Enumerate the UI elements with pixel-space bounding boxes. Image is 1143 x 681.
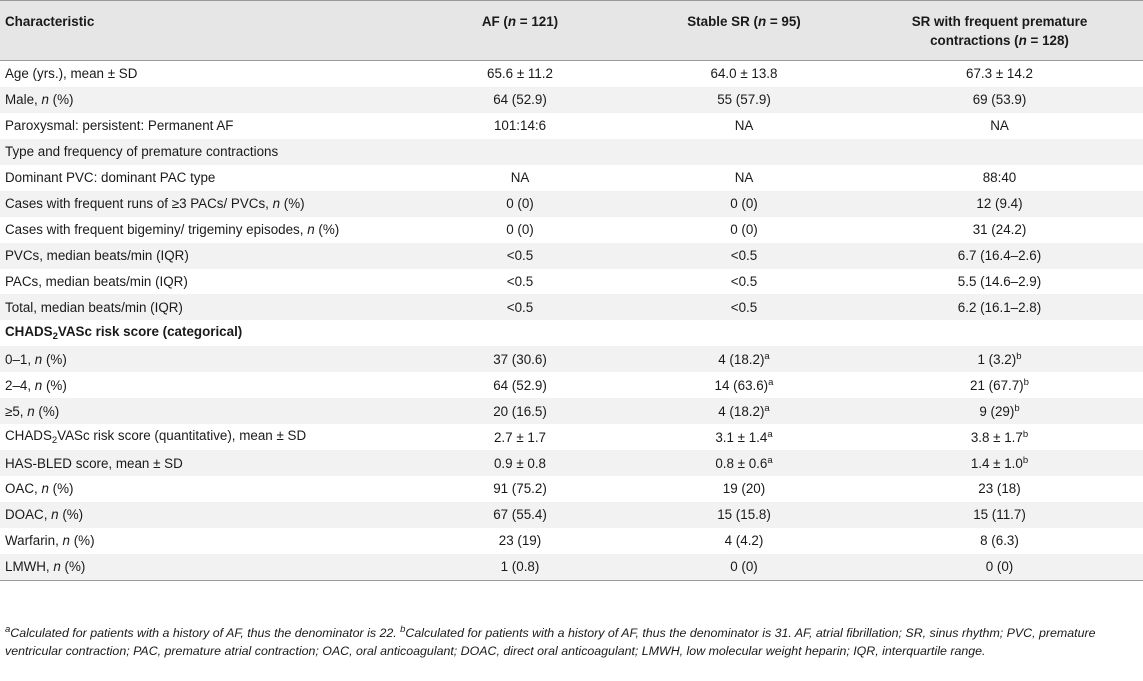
row-label: Paroxysmal: persistent: Permanent AF	[5, 118, 234, 134]
label-text: (%)	[60, 559, 86, 575]
cell-frequent: 31 (24.2)	[972, 222, 1027, 238]
table-row	[0, 217, 1143, 243]
row-label: Age (yrs.), mean ± SD	[5, 66, 138, 82]
cell-frequent	[856, 450, 1143, 476]
table-row	[0, 243, 1143, 269]
header-freq-line2-prefix: contractions (	[930, 33, 1019, 48]
header-af-suffix: = 121)	[516, 14, 559, 29]
label-text: (%)	[48, 92, 74, 108]
cell-frequent: 5.5 (14.6–2.9)	[957, 273, 1042, 289]
label-n: n	[34, 351, 43, 367]
cell-af: <0.5	[506, 299, 534, 315]
cell-stable-sr: <0.5	[730, 248, 758, 264]
cell-stable-sr: 55 (57.9)	[717, 92, 771, 108]
footnote-marker: a	[768, 377, 774, 389]
footnote-marker: b	[1023, 377, 1029, 389]
table-row	[0, 398, 1143, 424]
cell-frequent: 6.7 (16.4–2.6)	[957, 248, 1042, 264]
row-label	[0, 502, 408, 528]
cell-value: 1 (3.2)	[977, 352, 1017, 368]
row-label: PACs, median beats/min (IQR)	[5, 273, 188, 289]
cell-stable-sr: 4 (4.2)	[724, 533, 764, 549]
cell-stable-sr	[632, 372, 856, 398]
table-row	[0, 476, 1143, 502]
cell-af: 2.7 ± 1.7	[493, 429, 547, 445]
row-label	[0, 476, 408, 502]
cell-value: 0.8 ± 0.6	[715, 456, 768, 472]
label-text: CHADS	[5, 324, 53, 340]
cell-frequent: 69 (53.9)	[972, 92, 1027, 108]
row-label: Type and frequency of premature contractions	[5, 144, 279, 160]
cell-value: 3.8 ± 1.7	[970, 430, 1023, 446]
cell-stable-sr	[632, 320, 856, 346]
header-stable-n: n	[757, 14, 767, 29]
row-label	[0, 554, 408, 580]
cell-af: 91 (75.2)	[493, 481, 547, 497]
header-af-n: n	[507, 14, 517, 29]
header-frequent	[856, 1, 1143, 61]
section-heading	[0, 320, 408, 346]
row-label	[0, 528, 408, 554]
row-label: HAS-BLED score, mean ± SD	[5, 455, 183, 471]
cell-stable-sr	[632, 346, 856, 372]
table-row	[0, 191, 1143, 217]
label-text: Cases with frequent bigeminy/ trigeminy episodes,	[5, 222, 308, 238]
footnote-marker-a: a	[5, 624, 11, 635]
cell-stable-sr: 0 (0)	[730, 222, 758, 238]
cell-frequent: 15 (11.7)	[973, 507, 1026, 523]
cell-af: 0 (0)	[506, 222, 534, 238]
header-freq-n: n	[1018, 33, 1027, 48]
cell-af: 64 (52.9)	[493, 377, 547, 393]
label-text: Cases with frequent runs of ≥3 PACs/ PVCs,	[5, 196, 273, 212]
label-n: n	[53, 559, 61, 575]
label-n: n	[41, 92, 49, 108]
row-label	[0, 191, 408, 217]
cell-af: <0.5	[506, 248, 534, 264]
label-text: (%)	[34, 403, 60, 419]
header-row	[0, 1, 1143, 61]
cell-af: 67 (55.4)	[493, 507, 547, 523]
label-text: 2–4,	[5, 377, 35, 393]
label-text: (%)	[70, 533, 95, 549]
cell-frequent	[856, 320, 1143, 346]
table-row	[0, 320, 1143, 346]
table-body	[0, 61, 1143, 581]
label-text: Warfarin,	[5, 533, 63, 549]
row-label	[0, 398, 408, 424]
cell-value: 4 (18.2)	[718, 404, 765, 420]
cell-frequent	[856, 372, 1143, 398]
table-row	[0, 372, 1143, 398]
label-text: OAC,	[5, 481, 42, 497]
table-row	[0, 424, 1143, 450]
row-label	[0, 346, 408, 372]
label-text: (%)	[314, 222, 340, 238]
header-af-prefix: AF (	[481, 14, 508, 29]
footnote-marker: b	[1014, 403, 1020, 415]
table-row	[0, 346, 1143, 372]
cell-stable-sr: 0 (0)	[730, 196, 758, 212]
cell-frequent	[856, 346, 1143, 372]
cell-stable-sr	[632, 139, 856, 165]
cell-af: 65.6 ± 11.2	[487, 66, 553, 82]
cell-af: 37 (30.6)	[493, 351, 547, 367]
header-stable-prefix: Stable SR (	[687, 14, 758, 29]
cell-af: NA	[510, 170, 530, 186]
cell-value: 21 (67.7)	[970, 378, 1024, 394]
footnote-marker: a	[767, 455, 773, 467]
cell-frequent	[856, 424, 1143, 450]
table-row	[0, 165, 1143, 191]
footnote-marker-b: b	[400, 624, 406, 635]
cell-frequent: 23 (18)	[978, 481, 1021, 497]
row-label: PVCs, median beats/min (IQR)	[5, 248, 189, 264]
cell-af: 101:14:6	[493, 118, 547, 134]
cell-stable-sr	[632, 424, 856, 450]
label-text: 0–1,	[5, 351, 35, 367]
header-freq-line1: SR with frequent premature	[911, 14, 1088, 29]
label-n: n	[307, 222, 315, 238]
table-footnote	[5, 621, 1138, 660]
cell-stable-sr: 15 (15.8)	[717, 507, 771, 523]
row-label: Total, median beats/min (IQR)	[5, 299, 183, 315]
label-text: (%)	[48, 481, 74, 497]
row-label	[0, 217, 408, 243]
label-n: n	[27, 403, 35, 419]
cell-stable-sr: <0.5	[730, 273, 758, 289]
label-text: VASc risk score (quantitative), mean ± SD	[57, 428, 307, 444]
table-row	[0, 113, 1143, 139]
label-text: CHADS	[5, 428, 52, 444]
table-row	[0, 294, 1143, 320]
header-stable-suffix: = 95)	[766, 14, 801, 29]
cell-af: 64 (52.9)	[493, 92, 547, 108]
cell-af: 1 (0.8)	[408, 554, 632, 580]
label-n: n	[51, 507, 59, 523]
label-text: ≥5,	[5, 403, 28, 419]
cell-af: 20 (16.5)	[493, 403, 547, 419]
label-n: n	[62, 533, 70, 549]
cell-value: 9 (29)	[979, 404, 1015, 420]
table-row	[0, 139, 1143, 165]
cell-value: 4 (18.2)	[718, 352, 765, 368]
cell-frequent: 0 (0)	[856, 554, 1143, 580]
label-text: Male,	[5, 92, 42, 108]
cell-stable-sr: 64.0 ± 13.8	[710, 66, 778, 82]
table-header	[0, 1, 1143, 61]
table-row	[0, 87, 1143, 113]
cell-frequent: 8 (6.3)	[980, 533, 1019, 549]
cell-af: 23 (19)	[498, 533, 542, 549]
row-label	[0, 87, 408, 113]
footnote-marker: a	[767, 429, 773, 441]
label-subscript: 2	[51, 435, 58, 447]
table-row	[0, 450, 1143, 476]
table-row	[0, 61, 1143, 87]
row-label: Dominant PVC: dominant PAC type	[5, 170, 216, 186]
table-row	[0, 269, 1143, 295]
header-af	[408, 1, 632, 61]
cell-stable-sr	[632, 450, 856, 476]
row-label	[0, 424, 408, 450]
label-text: (%)	[280, 196, 305, 212]
footnote-marker: a	[764, 403, 770, 415]
table-row	[0, 528, 1143, 554]
header-freq-suffix: = 128)	[1026, 33, 1069, 48]
header-characteristic-text: Characteristic	[5, 14, 95, 29]
footnote-marker: b	[1022, 455, 1029, 467]
cell-af	[408, 139, 632, 165]
label-n: n	[41, 481, 49, 497]
cell-frequent	[856, 398, 1143, 424]
header-characteristic	[0, 1, 408, 61]
label-text: (%)	[42, 377, 67, 393]
cell-stable-sr: <0.5	[730, 299, 758, 315]
label-text: LMWH,	[5, 559, 54, 575]
footnote-marker: a	[764, 351, 770, 363]
label-text: (%)	[42, 351, 67, 367]
label-n: n	[34, 377, 43, 393]
cell-frequent: NA	[990, 118, 1009, 134]
row-label	[0, 372, 408, 398]
cell-frequent	[856, 139, 1143, 165]
footnote-marker: b	[1022, 429, 1029, 441]
cell-value: 1.4 ± 1.0	[970, 456, 1023, 472]
label-text: DOAC,	[5, 507, 52, 523]
label-n: n	[272, 196, 281, 212]
label-subscript: 2	[52, 331, 58, 343]
cell-frequent: 67.3 ± 14.2	[966, 66, 1033, 82]
cell-frequent: 12 (9.4)	[976, 196, 1023, 212]
header-stable-sr	[632, 1, 856, 61]
footnote-marker: b	[1016, 351, 1022, 363]
table-row	[0, 502, 1143, 528]
cell-value: 14 (63.6)	[714, 378, 769, 394]
cell-frequent: 6.2 (16.1–2.8)	[957, 299, 1042, 315]
footnote-b-text: Calculated for patients with a history of AF, thus the denominator is 31. AF, atrial fibrillation; SR, sinus rhythm; PVC, premature ventricular contraction; PAC, premature atrial contraction; OAC, oral anticoagulant; DOAC, direct oral anticoagulant; LMWH, low molecular weight heparin; IQR, interquartile range.	[5, 626, 1096, 658]
cell-stable-sr: 19 (20)	[722, 481, 766, 497]
table-row	[0, 554, 1143, 580]
footnote-a-text: Calculated for patients with a history of AF, thus the denominator is 22.	[10, 626, 401, 640]
cell-stable-sr: 0 (0)	[632, 554, 856, 580]
cell-stable-sr: NA	[734, 118, 754, 134]
cell-stable-sr	[632, 398, 856, 424]
label-text: (%)	[58, 507, 84, 523]
cell-stable-sr: NA	[734, 170, 754, 186]
cell-af: 0.9 ± 0.8	[493, 455, 547, 471]
cell-value: 3.1 ± 1.4	[715, 430, 768, 446]
cell-af	[408, 320, 632, 346]
label-text: VASc risk score (categorical)	[57, 324, 243, 340]
cell-frequent: 88:40	[982, 170, 1017, 186]
cell-af: 0 (0)	[506, 196, 534, 212]
cell-af: <0.5	[506, 273, 534, 289]
